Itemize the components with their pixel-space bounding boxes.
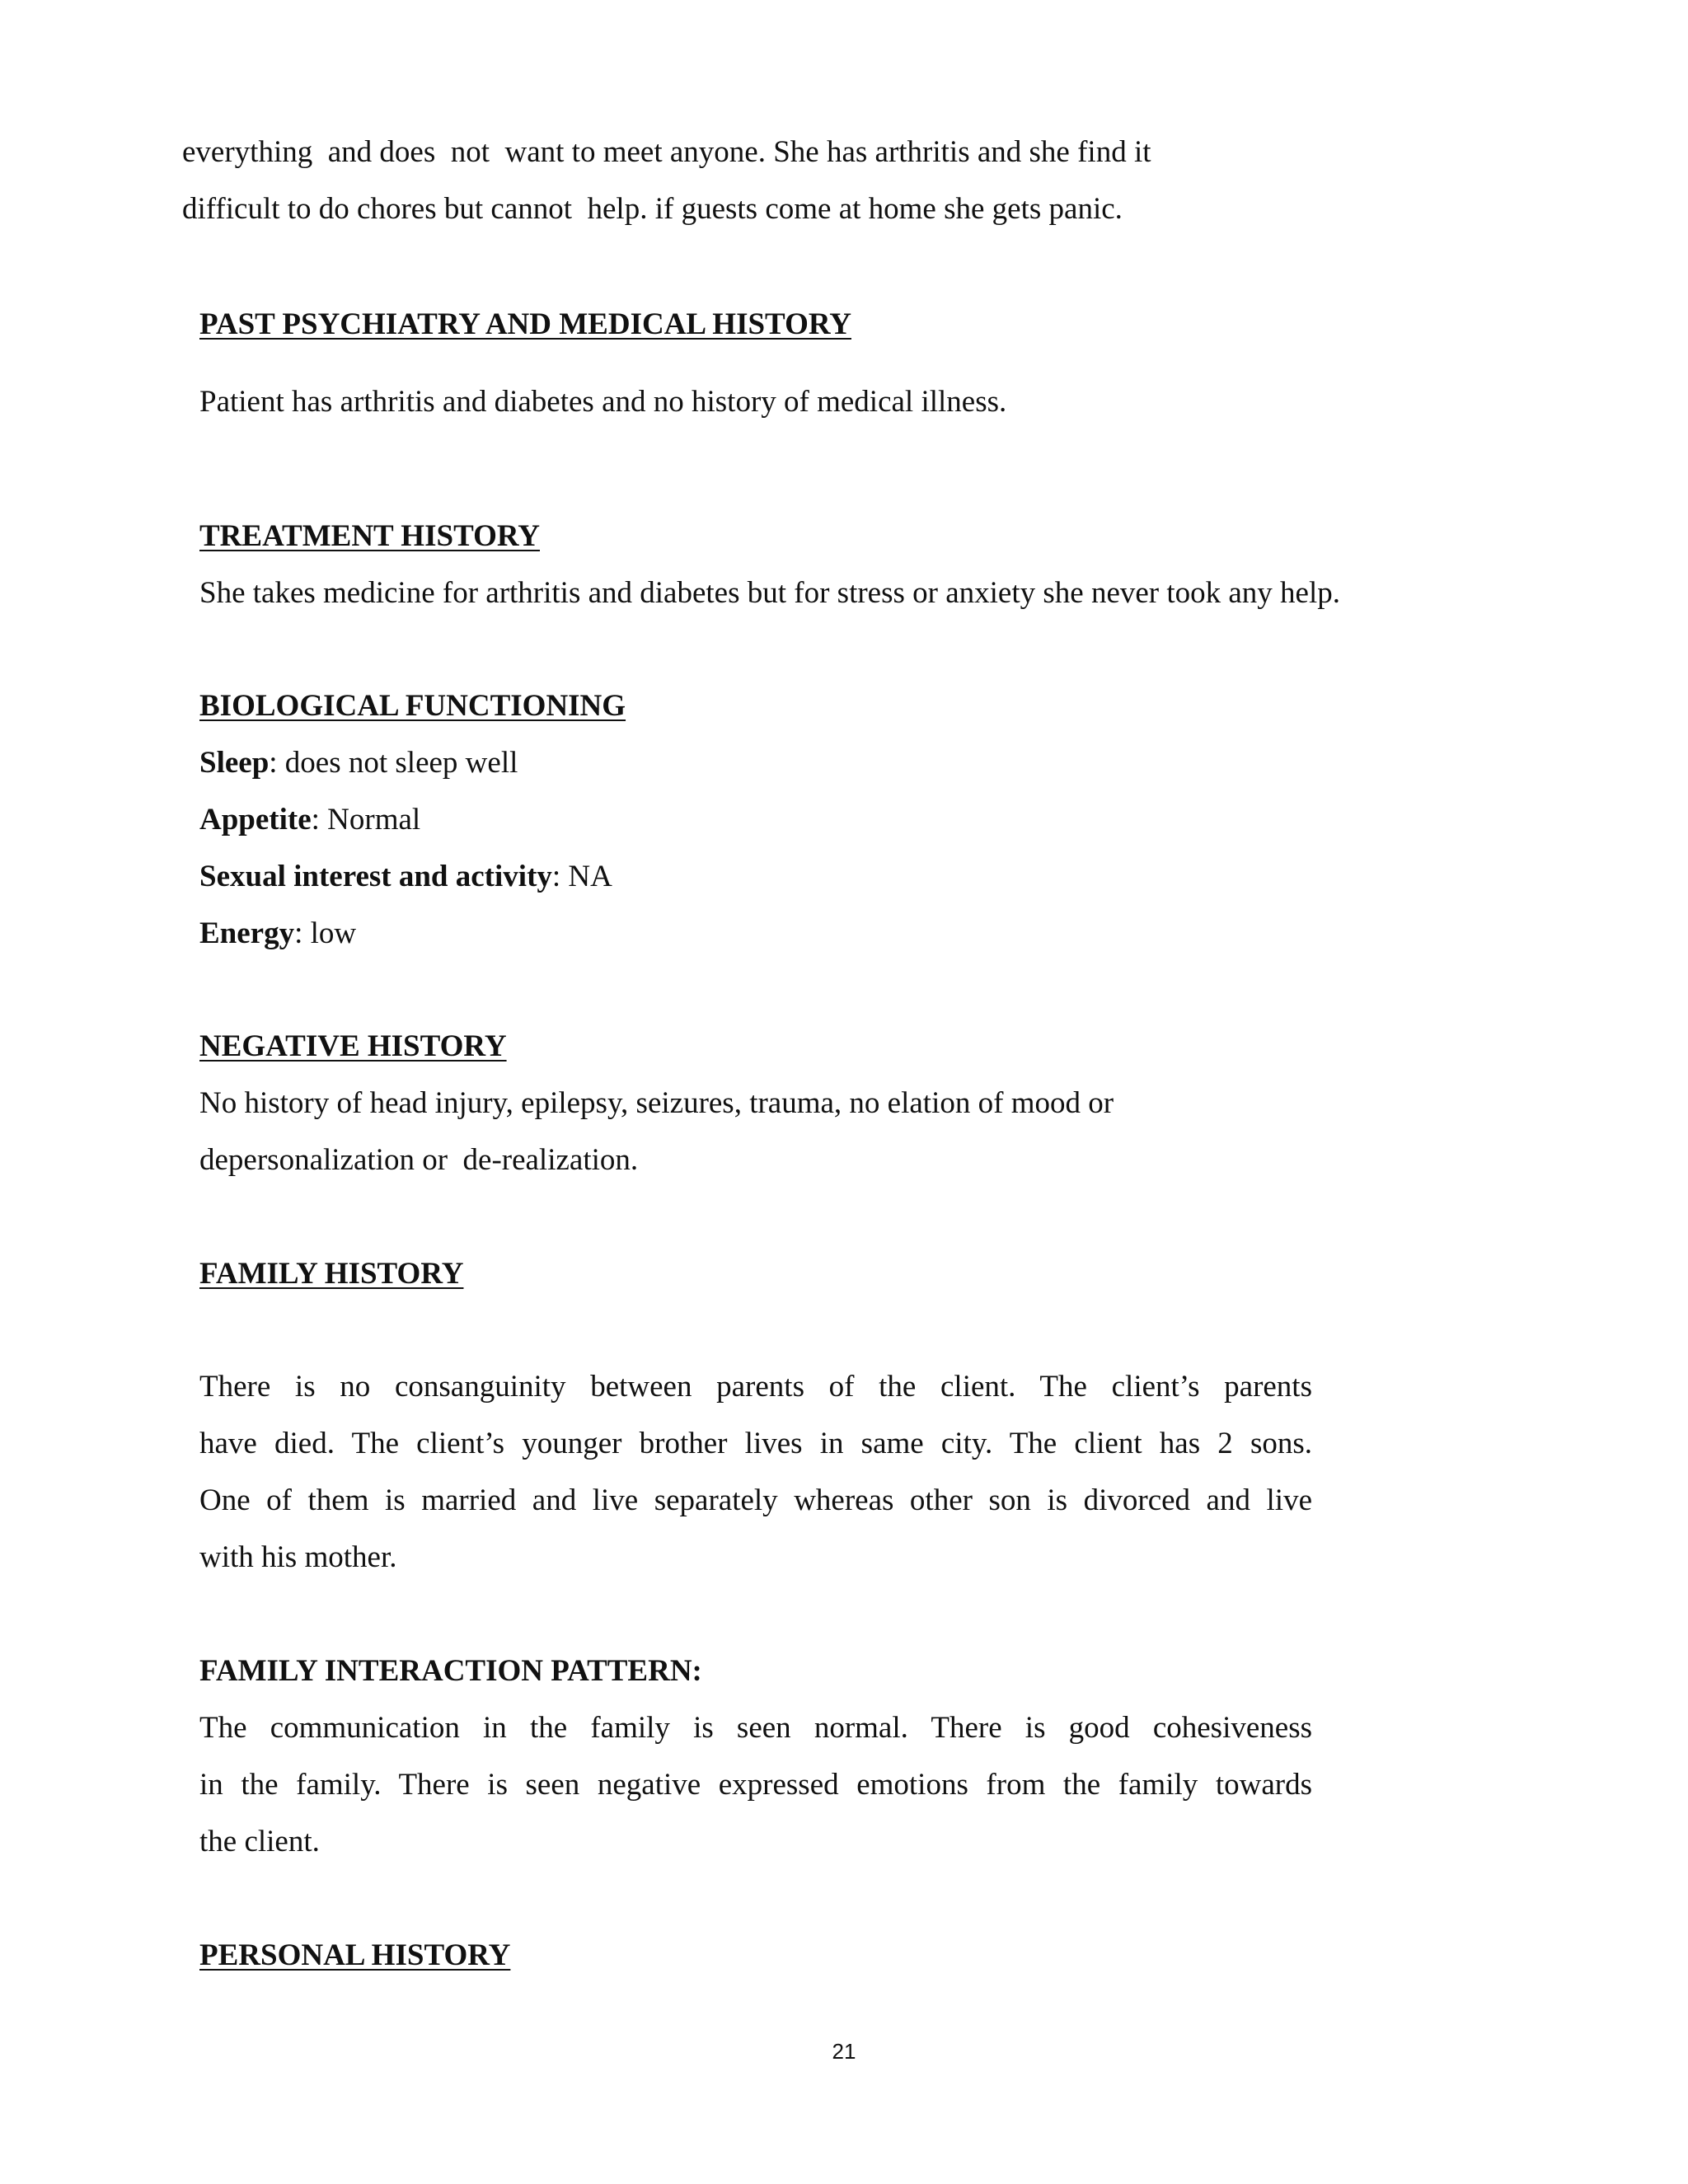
past-history-text: Patient has arthritis and diabetes and no history of medical illness. <box>199 385 1007 419</box>
family-history-line-4: with his mother. <box>199 1540 397 1574</box>
family-history-heading: FAMILY HISTORY <box>199 1257 464 1291</box>
energy-item <box>199 905 612 962</box>
negative-history-line-1: No history of head injury, epilepsy, seizures, trauma, no elation of mood or <box>199 1086 1114 1120</box>
negative-history-text <box>199 1075 1114 1188</box>
family-interaction-line-3: the client. <box>199 1825 320 1858</box>
negative-history-heading: NEGATIVE HISTORY <box>199 1029 507 1063</box>
appetite-label: Appetite <box>199 803 312 837</box>
intro-line-2: difficult to do chores but cannot help. if guests come at home she gets panic. <box>182 192 1123 226</box>
family-interaction-heading: FAMILY INTERACTION PATTERN: <box>199 1654 702 1688</box>
family-history-line-1: There is no consanguinity between parents of the client. The client’s parents <box>199 1370 1312 1404</box>
sleep-value: : does not sleep well <box>269 746 518 780</box>
past-history-heading: PAST PSYCHIATRY AND MEDICAL HISTORY <box>199 307 851 341</box>
energy-label: Energy <box>199 916 295 950</box>
intro-line-1: everything and does not want to meet anyone. She has arthritis and she find it <box>182 135 1151 169</box>
appetite-value: : Normal <box>311 803 421 837</box>
sexual-interest-item <box>199 848 612 905</box>
treatment-history-heading: TREATMENT HISTORY <box>199 519 540 553</box>
sexual-interest-value: : NA <box>551 860 612 893</box>
family-interaction-text <box>199 1699 1312 1870</box>
energy-value: : low <box>294 916 357 950</box>
family-history-line-2: have died. The client’s younger brother lives in same city. The client has 2 sons. <box>199 1427 1312 1460</box>
negative-history-line-2: depersonalization or de-realization. <box>199 1143 639 1177</box>
family-interaction-line-2: in the family. There is seen negative expressed emotions from the family towards <box>199 1768 1312 1802</box>
family-interaction-line-1: The communication in the family is seen normal. There is good cohesiveness <box>199 1711 1312 1745</box>
family-history-text <box>199 1358 1312 1586</box>
family-history-line-3: One of them is married and live separately whereas other son is divorced and live <box>199 1483 1312 1517</box>
sleep-label: Sleep <box>199 746 270 780</box>
sleep-item <box>199 734 612 791</box>
treatment-history-text: She takes medicine for arthritis and diabetes but for stress or anxiety she never took any help. <box>199 576 1341 610</box>
biological-functioning-heading: BIOLOGICAL FUNCTIONING <box>199 689 626 723</box>
sexual-interest-label: Sexual interest and activity <box>199 860 552 893</box>
intro-paragraph <box>182 124 1151 237</box>
appetite-item <box>199 791 612 848</box>
biological-functioning-list <box>199 734 612 962</box>
personal-history-heading: PERSONAL HISTORY <box>199 1938 511 1972</box>
page-number: 21 <box>832 2039 856 2064</box>
